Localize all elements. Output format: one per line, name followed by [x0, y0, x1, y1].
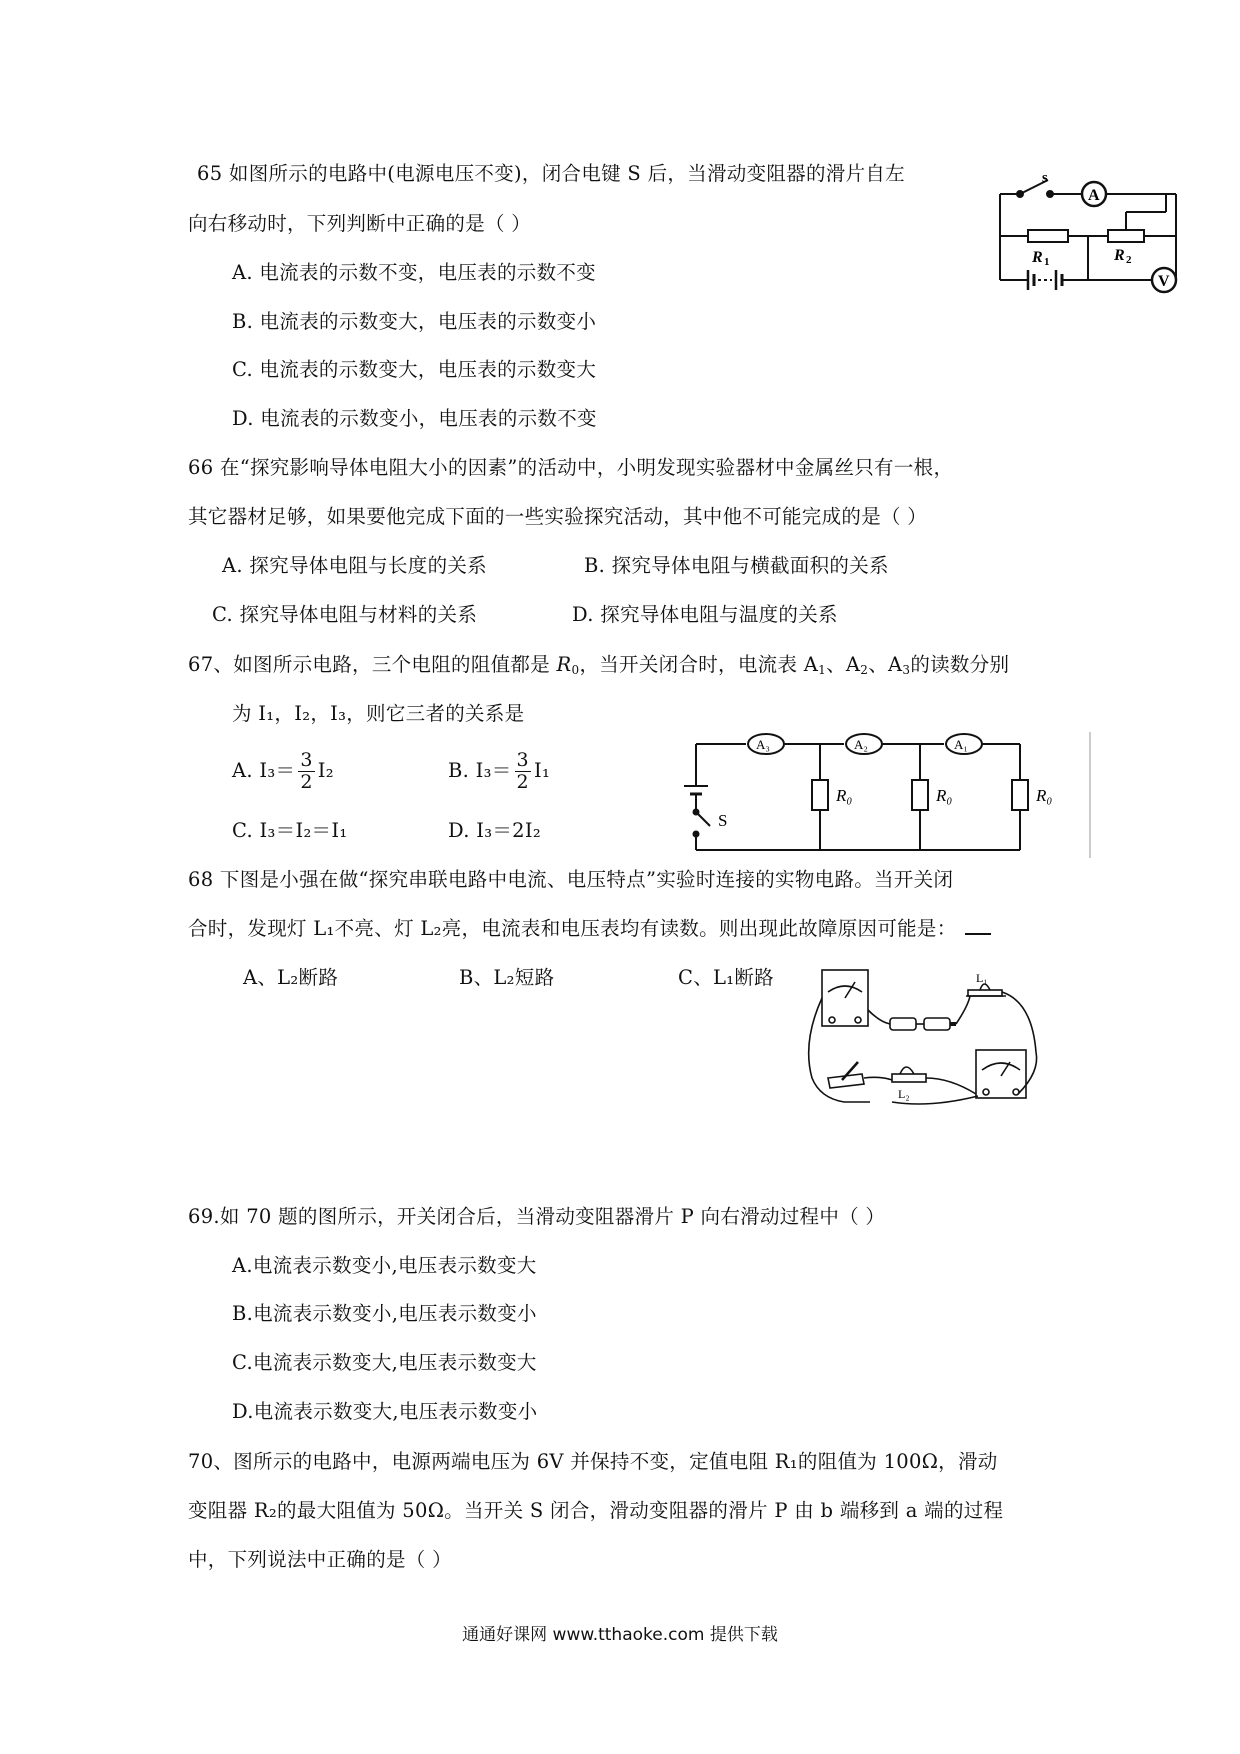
q65-voltmeter-label: V — [1158, 273, 1170, 290]
q67-line1-part-c: 的读数分别 — [910, 653, 1010, 676]
q70-line1: 70、图所示的电路中，电源两端电压为 6V 并保持不变，定值电阻 R₁的阻值为 100Ω，滑动 — [188, 1450, 998, 1473]
q65-option-a: A. 电流表的示数不变，电压表的示数不变 — [232, 261, 596, 284]
q65-r1-label: R — [1032, 249, 1043, 266]
q67-option-b — [448, 750, 550, 793]
q67-option-a-post: I₂ — [317, 758, 334, 782]
q65-r2-sub: 2 — [1126, 254, 1132, 266]
q68-line2 — [188, 919, 991, 939]
q66-option-b: B. 探究导体电阻与横截面积的关系 — [584, 554, 889, 577]
q66-option-c: C. 探究导体电阻与材料的关系 — [212, 603, 478, 626]
q67-switch-label: S — [718, 811, 728, 830]
q68-line1: 68 下图是小强在做“探究串联电路中电流、电压特点”实验时连接的实物电路。当开关闭 — [188, 868, 954, 891]
q67-a2-label: A₂ — [854, 737, 868, 752]
q65-line2: 向右移动时，下列判断中正确的是（ ） — [188, 212, 532, 235]
q65-ammeter-label: A — [1088, 187, 1100, 204]
q67-sep2: 、A — [868, 653, 903, 676]
q67-option-a — [232, 750, 334, 793]
q68-option-b: B、L₂短路 — [459, 966, 555, 989]
q67-a1-label: A₁ — [954, 737, 968, 752]
q67-option-d: D. I₃＝2I₂ — [448, 819, 541, 842]
q67-option-a-numerator: 3 — [300, 749, 313, 771]
q69-line1: 69.如 70 题的图所示，开关闭合后，当滑动变阻器滑片 P 向右滑动过程中（ ） — [188, 1205, 886, 1228]
q65-r1-sub: 1 — [1044, 256, 1050, 268]
q68-l1-label: L₁ — [976, 971, 988, 985]
q67-a3-sub: 3 — [902, 663, 911, 677]
q65-r2-label: R — [1114, 247, 1125, 264]
q69-option-c: C.电流表示数变大,电压表示数变大 — [232, 1351, 537, 1374]
q67-a3-label: A₃ — [756, 737, 770, 752]
q67-line1-part-b: ，当开关闭合时，电流表 A — [579, 653, 819, 676]
q67-a2-sub: 2 — [860, 663, 869, 677]
q70-line3: 中，下列说法中正确的是（ ） — [188, 1548, 452, 1571]
q67-line1-part-a: 67、如图所示电路，三个电阻的阻值都是 — [188, 653, 557, 676]
q65-option-c: C. 电流表的示数变大，电压表的示数变大 — [232, 358, 597, 381]
q67-sep1: 、A — [826, 653, 861, 676]
q68-answer-blank — [965, 933, 991, 935]
q65-switch-label: s — [1042, 170, 1048, 186]
q67-option-b-denominator: 2 — [516, 770, 529, 793]
q68-l2-label: L₂ — [898, 1087, 910, 1101]
q67-r0-label-3: R₀ — [1036, 786, 1053, 805]
q67-r0-symbol: R — [556, 653, 572, 676]
q67-a1-sub: 1 — [818, 663, 827, 677]
q69-option-d: D.电流表示数变大,电压表示数变小 — [232, 1400, 538, 1423]
q69-option-a: A.电流表示数变小,电压表示数变大 — [232, 1254, 537, 1277]
q66-line2: 其它器材足够，如果要他完成下面的一些实验探究活动，其中他不可能完成的是（ ） — [188, 505, 928, 528]
q70-line2: 变阻器 R₂的最大阻值为 50Ω。当开关 S 闭合，滑动变阻器的滑片 P 由 b 端移到 a 端的过程 — [188, 1499, 1004, 1522]
q67-option-b-numerator: 3 — [516, 749, 529, 771]
q67-r0-label-2: R₀ — [936, 786, 953, 805]
q67-option-a-pre: A. I₃＝ — [232, 758, 296, 782]
q67-option-b-fraction — [515, 750, 531, 793]
q67-option-c: C. I₃＝I₂＝I₁ — [232, 819, 348, 842]
page-footer: 通通好课网 www.tthaoke.com 提供下载 — [462, 1625, 778, 1645]
q67-line1 — [188, 655, 1009, 676]
q69-option-b: B.电流表示数变小,电压表示数变小 — [232, 1302, 537, 1325]
q67-option-a-denominator: 2 — [300, 770, 313, 793]
q67-r0-sub: 0 — [571, 663, 580, 677]
q68-line2-text: 合时，发现灯 L₁不亮、灯 L₂亮，电流表和电压表均有读数。则出现此故障原因可能是： — [188, 917, 957, 940]
q65-circuit-diagram — [990, 168, 1190, 303]
q67-r0-label-1: R₀ — [836, 786, 853, 805]
q67-option-a-fraction — [298, 750, 314, 793]
q66-option-a: A. 探究导体电阻与长度的关系 — [222, 554, 487, 577]
q68-option-a: A、L₂断路 — [243, 966, 339, 989]
q66-option-d: D. 探究导体电阻与温度的关系 — [572, 603, 838, 626]
q68-physical-circuit-diagram — [800, 962, 1060, 1122]
q65-line1: 65 如图所示的电路中(电源电压不变)，闭合电键 S 后，当滑动变阻器的滑片自左 — [197, 162, 905, 185]
q67-option-b-pre: B. I₃＝ — [448, 758, 512, 782]
q66-line1: 66 在“探究影响导体电阻大小的因素”的活动中，小明发现实验器材中金属丝只有一根， — [188, 456, 954, 479]
q67-circuit-diagram — [680, 730, 1100, 860]
q68-option-c: C、L₁断路 — [678, 966, 774, 989]
q65-option-d: D. 电流表的示数变小，电压表的示数不变 — [232, 407, 597, 430]
q67-line2: 为 I₁，I₂，I₃，则它三者的关系是 — [232, 702, 525, 725]
q67-option-b-post: I₁ — [533, 758, 551, 782]
q65-option-b: B. 电流表的示数变大，电压表的示数变小 — [232, 310, 597, 333]
